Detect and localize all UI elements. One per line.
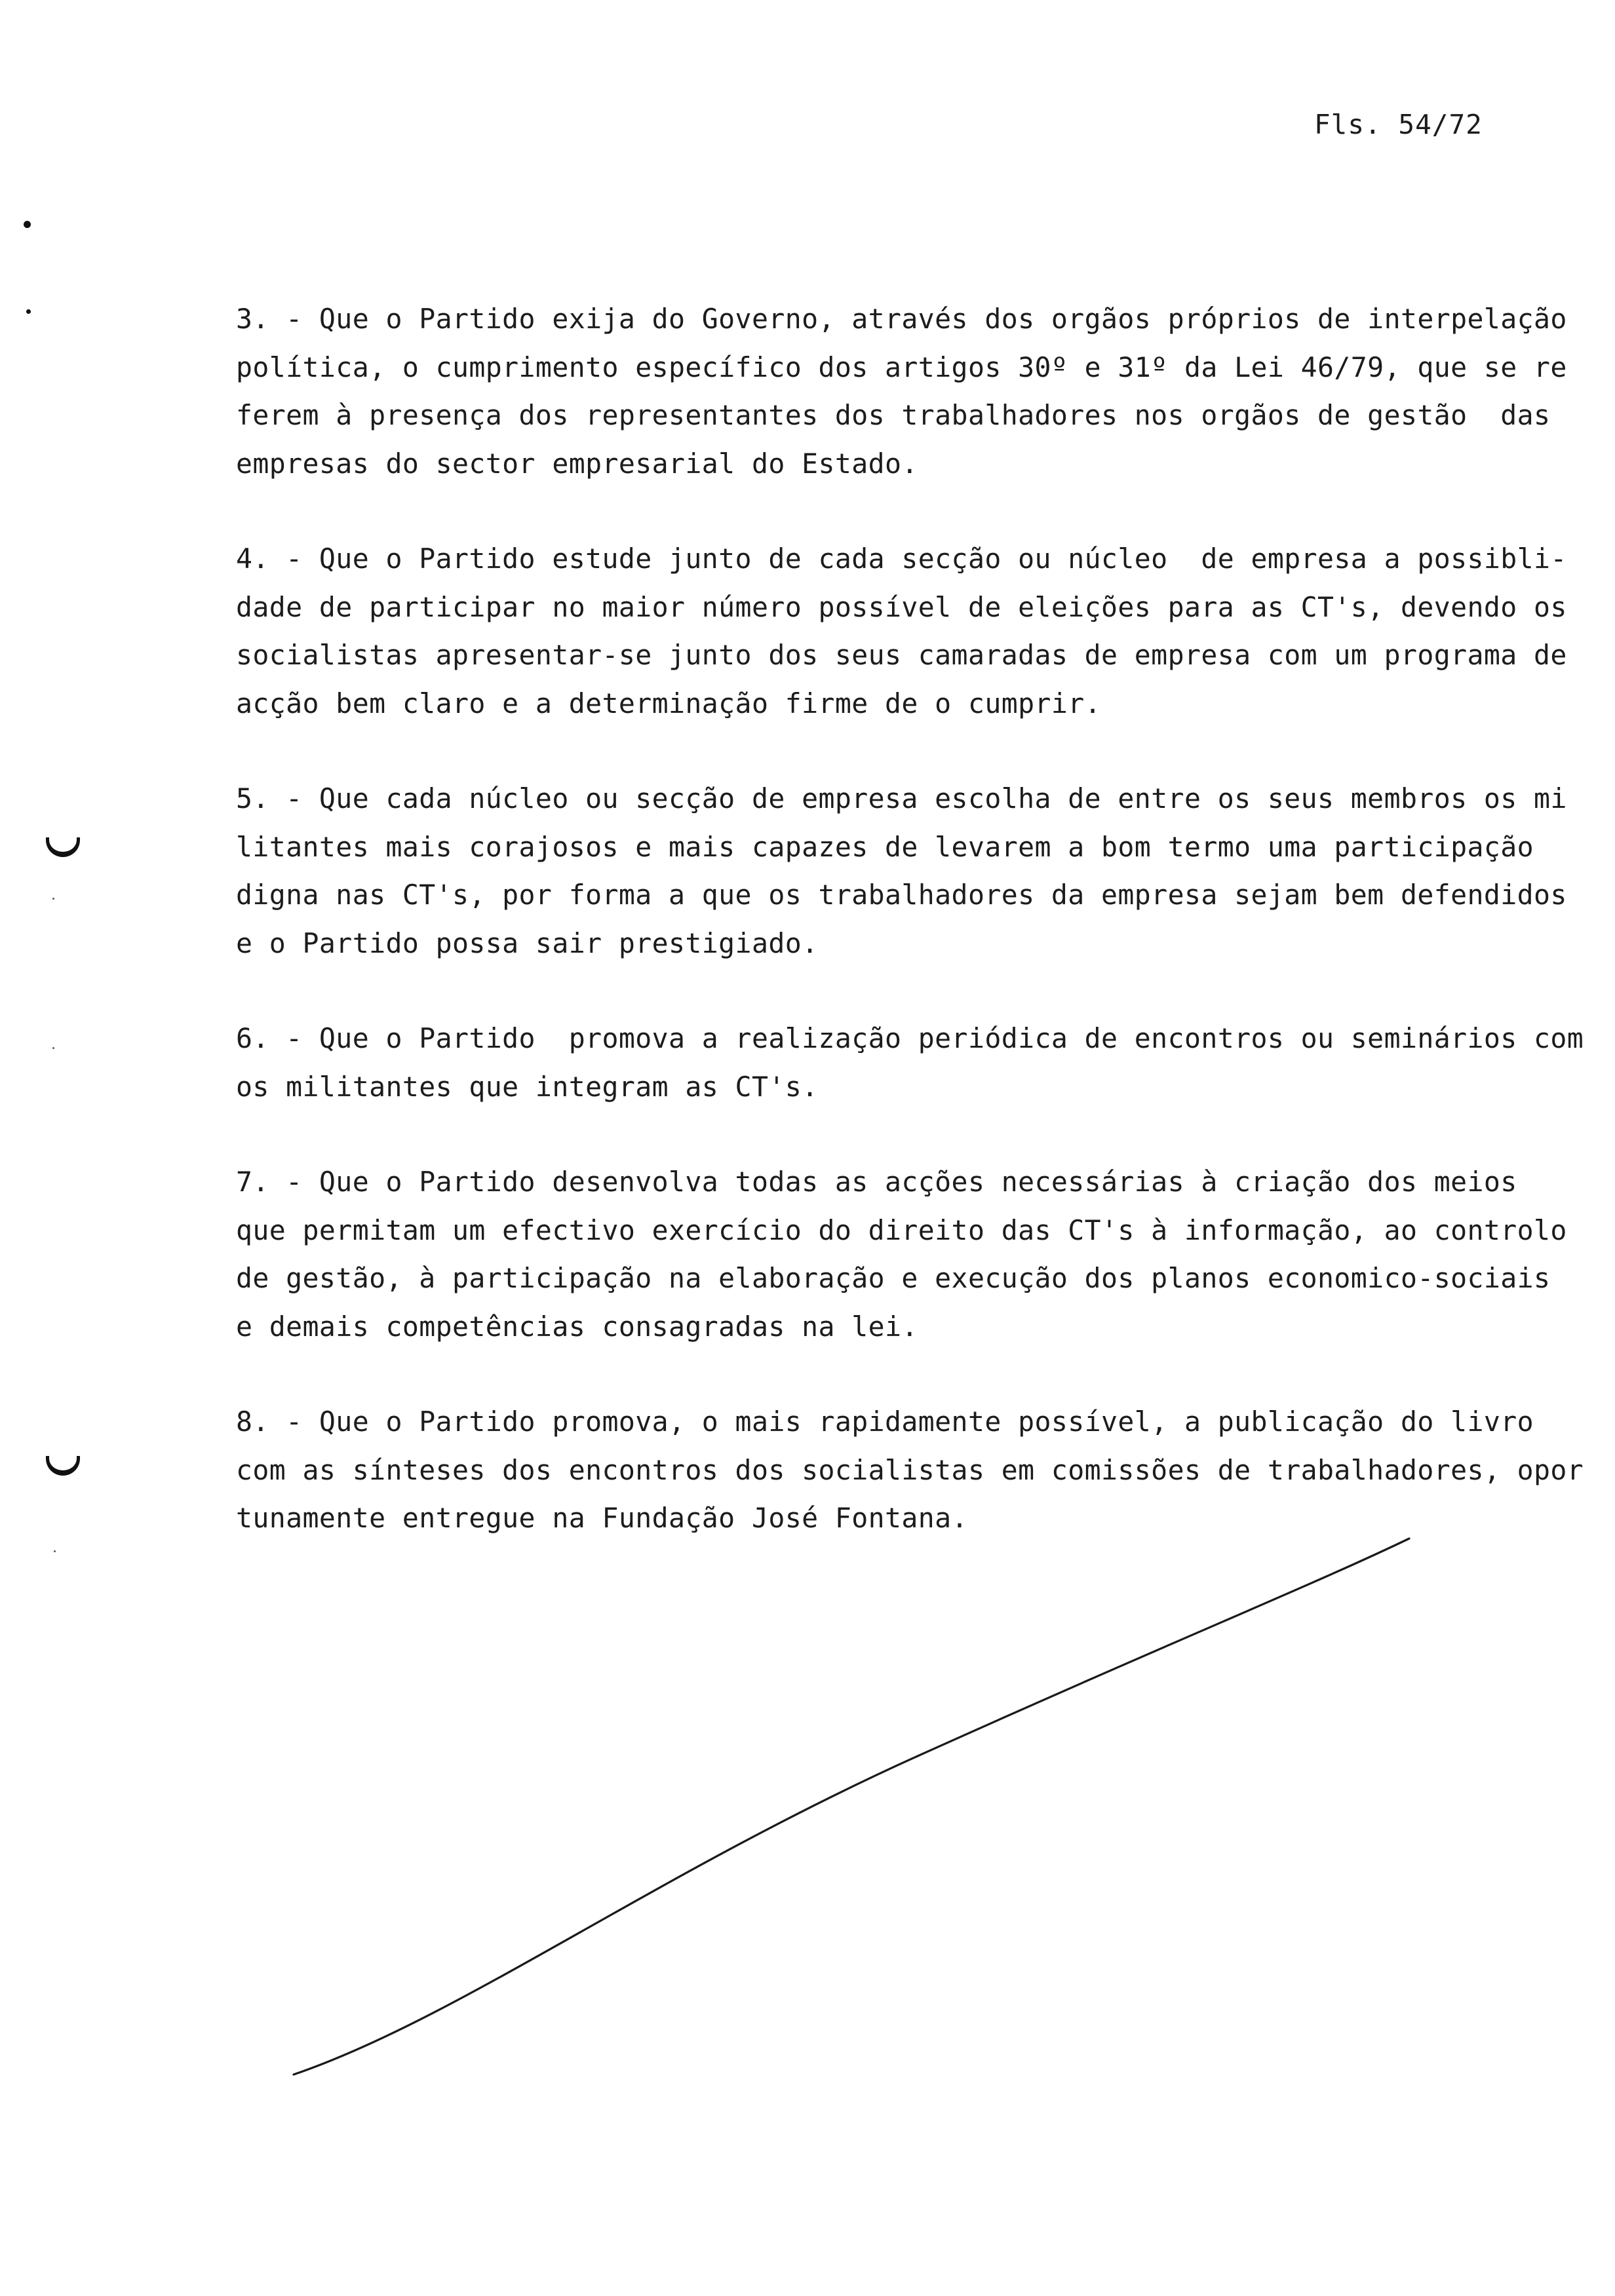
text-line: 6. - Que o Partido promova a realização periódica de encontros ou seminários com	[236, 1022, 1584, 1054]
text-line: os militantes que integram as CT's.	[236, 1070, 819, 1103]
text-line: digna nas CT's, por forma a que os trabalhadores da empresa sejam bem defendidos	[236, 879, 1567, 911]
text-line: 5. - Que cada núcleo ou secção de empresa escolha de entre os seus membros os mi	[236, 782, 1567, 814]
text-line: dade de participar no maior número possível de eleições para as CT's, devendo os	[236, 590, 1567, 623]
text-line: com as sínteses dos encontros dos socialistas em comissões de trabalhadores, opor	[236, 1453, 1584, 1486]
text-line: e demais competências consagradas na lei.	[236, 1310, 918, 1343]
text-line: empresas do sector empresarial do Estado.	[236, 447, 918, 480]
text-line: e o Partido possa sair prestigiado.	[236, 927, 819, 959]
text-line: litantes mais corajosos e mais capazes de levarem a bom termo uma participação	[236, 830, 1534, 863]
text-line: acção bem claro e a determinação firme de o cumprir.	[236, 687, 1102, 719]
page-number: Fls. 54/72	[1314, 109, 1483, 140]
diagonal-line	[294, 1539, 1409, 2075]
text-line: ferem à presença dos representantes dos trabalhadores nos orgãos de gestão das	[236, 399, 1551, 431]
text-line: 8. - Que o Partido promova, o mais rapidamente possível, a publicação do livro	[236, 1406, 1534, 1438]
text-line: socialistas apresentar-se junto dos seus camaradas de empresa com um programa de	[236, 639, 1567, 671]
text-line: que permitam um efectivo exercício do direito das CT's à informação, ao controlo	[236, 1214, 1567, 1246]
text-line: 7. - Que o Partido desenvolva todas as acções necessárias à criação dos meios	[236, 1166, 1517, 1198]
text-line: tunamente entregue na Fundação José Fontana.	[236, 1502, 968, 1534]
text-line: 4. - Que o Partido estude junto de cada secção ou núcleo de empresa a possibli-	[236, 543, 1567, 575]
text-line: política, o cumprimento específico dos artigos 30º e 31º da Lei 46/79, que se re	[236, 351, 1567, 383]
text-line: 3. - Que o Partido exija do Governo, através dos orgãos próprios de interpelação	[236, 303, 1567, 335]
text-line: de gestão, à participação na elaboração e execução dos planos economico-sociais	[236, 1262, 1551, 1294]
